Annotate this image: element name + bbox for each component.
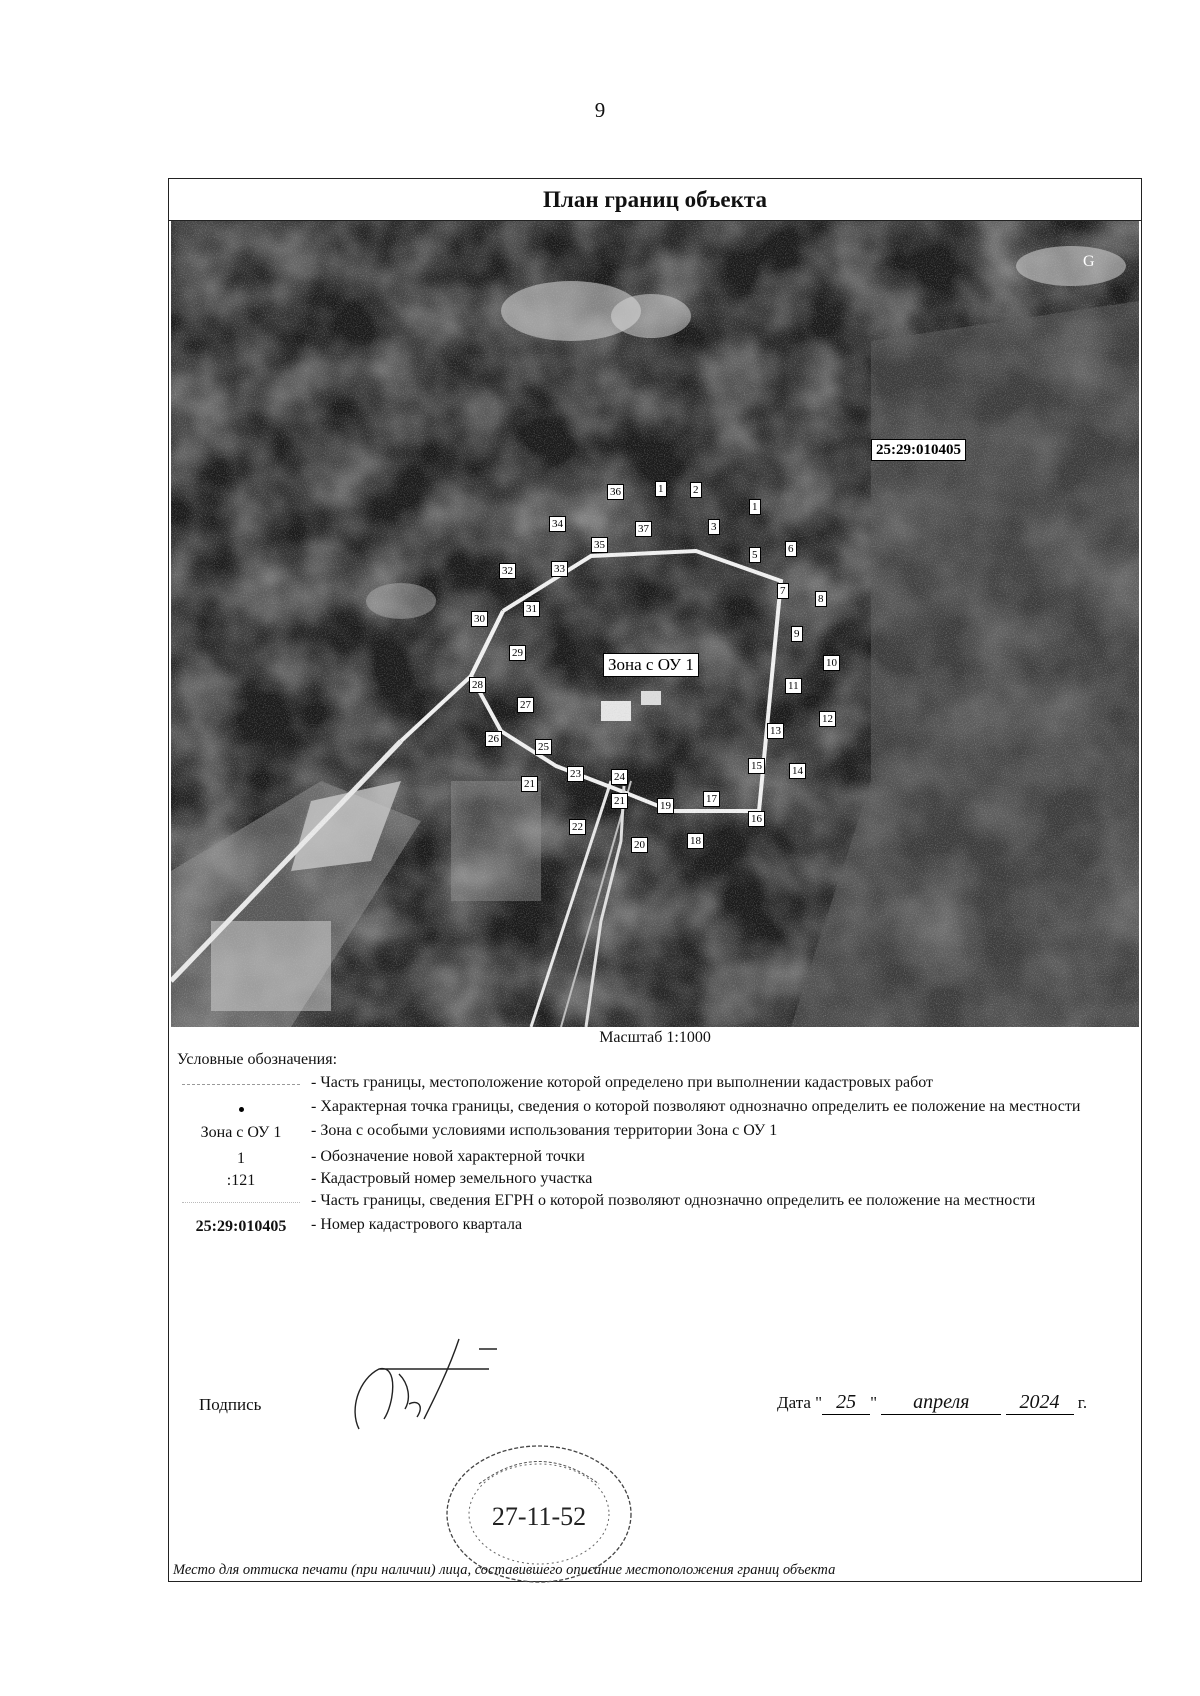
legend-row bbox=[177, 1073, 1127, 1093]
point-label: 32 bbox=[499, 563, 516, 579]
point-label: 31 bbox=[523, 601, 540, 617]
point-label: 29 bbox=[509, 645, 526, 661]
point-label: 5 bbox=[749, 547, 761, 563]
point-label: 21 bbox=[521, 776, 538, 792]
dotted-line-icon bbox=[182, 1202, 300, 1203]
point-label: 34 bbox=[549, 516, 566, 532]
point-label: 7 bbox=[777, 583, 789, 599]
point-label: 33 bbox=[551, 561, 568, 577]
point-label: 35 bbox=[591, 537, 608, 553]
scale-label: Масштаб 1:1000 bbox=[599, 1029, 711, 1046]
legend-row bbox=[177, 1121, 1127, 1143]
signature-label: Подпись bbox=[199, 1395, 262, 1414]
legend-row bbox=[177, 1097, 1127, 1117]
legend-row bbox=[177, 1215, 1127, 1237]
date-day: 25 bbox=[822, 1391, 870, 1415]
aerial-map bbox=[171, 221, 1139, 1027]
point-label: 30 bbox=[471, 611, 488, 627]
legend-symbol-cadastral: :121 bbox=[226, 1172, 256, 1189]
point-label: 1 bbox=[655, 481, 667, 497]
point-label: 9 bbox=[791, 626, 803, 642]
point-label: 8 bbox=[815, 591, 827, 607]
legend-symbol-zone: Зона с ОУ 1 bbox=[200, 1124, 282, 1141]
point-label: 11 bbox=[785, 678, 802, 694]
point-label: 3 bbox=[708, 519, 720, 535]
map-svg bbox=[171, 221, 1139, 1027]
date-month: апреля bbox=[881, 1391, 1001, 1415]
footer-note: Место для оттиска печати (при наличии) лица, составившего описание местоположения границ объекта bbox=[173, 1562, 836, 1578]
point-label: 16 bbox=[748, 811, 765, 827]
legend-row bbox=[177, 1147, 1127, 1169]
legend-text: - Зона с особыми условиями использования территории Зона с ОУ 1 bbox=[311, 1122, 778, 1139]
plan-title: План границ объекта bbox=[169, 179, 1141, 221]
legend-symbol-dashed bbox=[177, 1073, 305, 1093]
point-label: 18 bbox=[687, 833, 704, 849]
point-label: 28 bbox=[469, 677, 486, 693]
page-number: 9 bbox=[594, 98, 606, 122]
legend-text: - Характерная точка границы, сведения о которой позволяют однозначно определить ее положение на местности bbox=[311, 1098, 1081, 1115]
point-label: 1 bbox=[749, 499, 761, 515]
point-label: 22 bbox=[569, 819, 586, 835]
legend-title: Условные обозначения: bbox=[177, 1051, 338, 1068]
point-label: 10 bbox=[823, 655, 840, 671]
dashed-line-icon bbox=[182, 1084, 300, 1085]
legend-text: - Часть границы, сведения ЕГРН о которой позволяют однозначно определить ее положение на местности bbox=[311, 1192, 1036, 1209]
point-label: 6 bbox=[785, 541, 797, 557]
point-label: 25 bbox=[535, 739, 552, 755]
point-label: 36 bbox=[607, 484, 624, 500]
point-label: 19 bbox=[657, 798, 674, 814]
stamp-number: 27-11-52 bbox=[491, 1502, 587, 1531]
date-mid: " bbox=[870, 1393, 878, 1412]
point-label: 27 bbox=[517, 697, 534, 713]
date bbox=[777, 1391, 1087, 1415]
point-label: 2 bbox=[690, 482, 702, 498]
corner-mark: G bbox=[1083, 253, 1095, 270]
point-label: 17 bbox=[703, 791, 720, 807]
point-label: 26 bbox=[485, 731, 502, 747]
legend-symbol-quarter: 25:29:010405 bbox=[195, 1218, 287, 1235]
point-label: 14 bbox=[789, 763, 806, 779]
legend-row bbox=[177, 1169, 1127, 1191]
point-label: 13 bbox=[767, 723, 784, 739]
date-prefix: Дата " bbox=[777, 1393, 823, 1412]
legend-symbol-dotted bbox=[177, 1191, 305, 1211]
point-label: 21 bbox=[611, 793, 628, 809]
legend-text: - Кадастровый номер земельного участка bbox=[311, 1170, 593, 1187]
point-icon bbox=[239, 1107, 244, 1112]
quarter-label: 25:29:010405 bbox=[871, 439, 966, 461]
zone-label: Зона с ОУ 1 bbox=[603, 653, 699, 677]
legend-text: - Номер кадастрового квартала bbox=[311, 1216, 523, 1233]
point-label: 24 bbox=[611, 769, 628, 785]
legend-symbol-point bbox=[177, 1097, 305, 1117]
legend-text: - Часть границы, местоположение которой определено при выполнении кадастровых работ bbox=[311, 1074, 933, 1091]
date-year: 2024 bbox=[1006, 1391, 1074, 1415]
point-label: 37 bbox=[635, 521, 652, 537]
legend bbox=[177, 1073, 1127, 1241]
legend-symbol-new-point: 1 bbox=[237, 1150, 245, 1167]
date-suffix: г. bbox=[1077, 1393, 1088, 1412]
legend-row bbox=[177, 1191, 1127, 1211]
point-label: 15 bbox=[748, 758, 765, 774]
point-label: 20 bbox=[631, 837, 648, 853]
plan-frame bbox=[168, 178, 1142, 1582]
legend-text: - Обозначение новой характерной точки bbox=[311, 1148, 585, 1165]
point-label: 12 bbox=[819, 711, 836, 727]
point-label: 23 bbox=[567, 766, 584, 782]
signature-image bbox=[339, 1329, 499, 1439]
